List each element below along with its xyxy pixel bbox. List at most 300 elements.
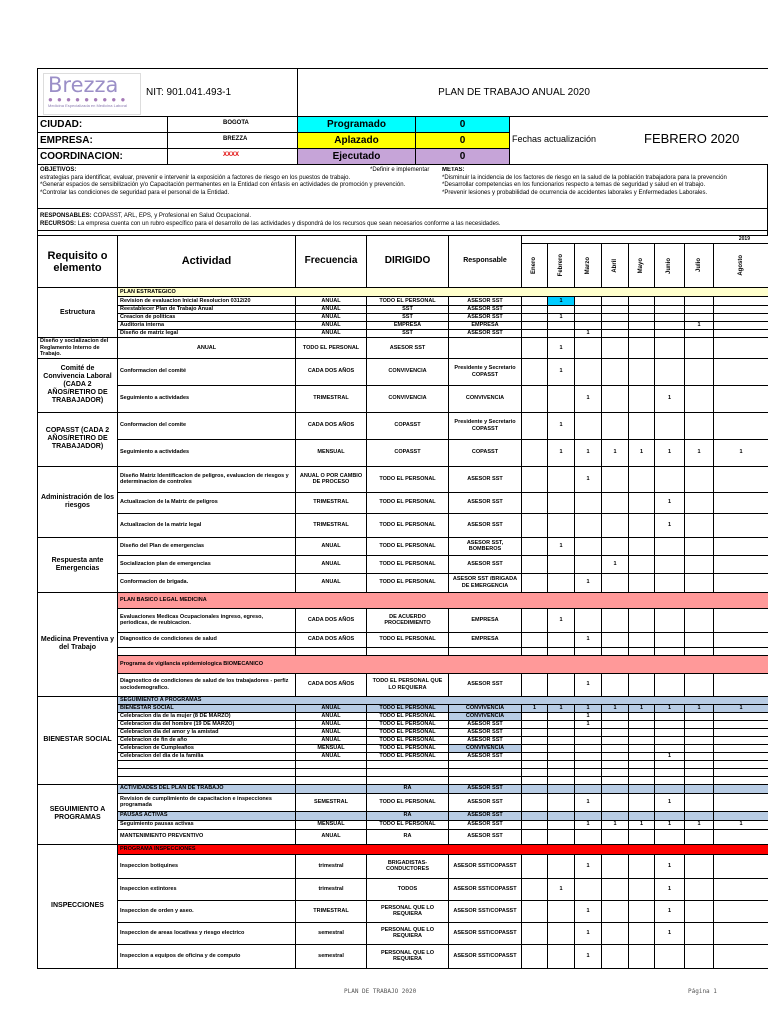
month-cell — [575, 768, 602, 776]
month-cell: 1 — [602, 704, 629, 712]
month-cell — [548, 736, 575, 744]
month-cell — [575, 829, 602, 844]
month-cell: 1 — [602, 555, 629, 573]
month-cell — [685, 306, 714, 314]
actividad-cell: Evaluaciones Medicas Ocupacionales ingreso, egreso, periodicas, de reubicacion. — [118, 608, 296, 632]
month-cell — [522, 385, 548, 412]
footer-left: PLAN DE TRABAJO 2020 — [344, 988, 417, 995]
month-cell: 1 — [655, 878, 685, 900]
activities-table — [37, 235, 768, 969]
month-cell — [655, 338, 685, 359]
responsable-cell — [449, 760, 522, 768]
frecuencia-cell: MENSUAL — [296, 744, 367, 752]
month-cell: 1 — [548, 338, 575, 359]
month-cell — [714, 793, 768, 811]
month-cell — [548, 385, 575, 412]
month-cell — [575, 744, 602, 752]
dirigido-cell: SST — [367, 314, 449, 322]
month-header — [575, 244, 602, 288]
frecuencia-cell: ANUAL — [296, 537, 367, 555]
month-cell: 1 — [575, 673, 602, 696]
responsable-cell: ASESOR SST/COPASST — [449, 878, 522, 900]
month-label: Abril — [611, 258, 618, 273]
month-header — [714, 244, 768, 288]
actividad-cell: Diseño del Plan de emergencias — [118, 537, 296, 555]
responsable-cell: ASESOR SST — [449, 728, 522, 736]
month-cell — [629, 752, 655, 760]
month-header — [655, 244, 685, 288]
month-cell — [629, 314, 655, 322]
month-cell — [548, 944, 575, 968]
month-label: Enero — [531, 256, 538, 274]
responsable-cell: COPASST — [449, 439, 522, 466]
objetivos-line-3: *Controlar las condiciones de seguridad para el personal de la Entidad. — [40, 189, 230, 196]
dirigido-cell: BRIGADISTAS-CONDUCTORES — [367, 854, 449, 878]
month-cell — [602, 492, 629, 513]
month-cell — [602, 811, 629, 820]
actividad-cell: Inspeccion a equipos de oficina y de computo — [118, 944, 296, 968]
actividad-cell: Conformacion del comité — [118, 358, 296, 385]
month-cell — [629, 466, 655, 492]
dirigido-cell: TODO EL PERSONAL — [367, 297, 449, 306]
month-cell — [655, 744, 685, 752]
month-cell — [655, 768, 685, 776]
month-cell — [522, 768, 548, 776]
table-row — [38, 712, 768, 720]
col-responsable: Responsable — [449, 236, 522, 288]
requisito-cell: INSPECCIONES — [38, 844, 118, 968]
month-cell — [522, 322, 548, 330]
frecuencia-cell: ANUAL — [296, 728, 367, 736]
table-row — [38, 704, 768, 712]
month-cell — [522, 811, 548, 820]
month-cell: 1 — [575, 385, 602, 412]
table-row — [38, 555, 768, 573]
month-cell — [522, 338, 548, 359]
table-row — [38, 744, 768, 752]
dirigido-cell: TODO EL PERSONAL — [367, 555, 449, 573]
programado-label: Programado — [298, 117, 416, 133]
month-cell: 1 — [575, 573, 602, 592]
month-cell: 1 — [575, 330, 602, 338]
month-cell — [548, 513, 575, 537]
month-cell — [714, 513, 768, 537]
month-cell — [602, 712, 629, 720]
month-label: Marzo — [584, 256, 591, 275]
month-cell — [629, 322, 655, 330]
requisito-cell: COPASST (CADA 2 AÑOS/RETIRO DE TRABAJADOR) — [38, 412, 118, 466]
month-cell — [685, 537, 714, 555]
month-cell — [714, 878, 768, 900]
month-cell — [522, 412, 548, 439]
actividad-cell: Conformacion del comite — [118, 412, 296, 439]
month-label: Junio — [666, 257, 673, 274]
frecuencia-cell: ANUAL — [296, 314, 367, 322]
month-cell — [629, 776, 655, 784]
ciudad-value: BOGOTA — [223, 120, 249, 126]
dirigido-cell: TODO EL PERSONAL — [367, 793, 449, 811]
frecuencia-cell: ANUAL — [118, 338, 296, 359]
section-header: PLAN BASICO LEGAL MEDICINA — [118, 592, 768, 608]
recursos-text: La empresa cuenta con un rubro específico para el desarrollo de las actividades y dispondrá de los recursos que sean necesarios conforme a las necesidades. — [76, 220, 501, 227]
month-cell — [548, 829, 575, 844]
actividad-cell: BIENESTAR SOCIAL — [118, 704, 296, 712]
month-cell — [629, 297, 655, 306]
month-cell — [685, 338, 714, 359]
month-header — [548, 244, 575, 288]
month-cell — [629, 330, 655, 338]
dirigido-cell: PERSONAL QUE LO REQUIERA — [367, 944, 449, 968]
month-cell — [575, 752, 602, 760]
month-cell — [522, 439, 548, 466]
month-cell — [602, 944, 629, 968]
frecuencia-cell — [296, 811, 367, 820]
month-cell — [548, 793, 575, 811]
month-cell — [655, 322, 685, 330]
month-cell — [548, 647, 575, 655]
table-row — [38, 297, 768, 306]
month-cell — [575, 314, 602, 322]
responsable-cell: Presidente y Secretario COPASST — [449, 412, 522, 439]
month-cell: 1 — [655, 900, 685, 922]
month-cell: 1 — [575, 793, 602, 811]
requisito-cell: Administración de los riesgos — [38, 466, 118, 537]
table-row — [38, 793, 768, 811]
month-cell — [575, 513, 602, 537]
month-cell — [602, 385, 629, 412]
objetivos-line-2: *Generar espacios de sensibilización y/o Capacitación permanentes en la Entidad con énfasis en actividades de promoción y prevención. — [40, 182, 406, 188]
responsable-cell: ASESOR SST — [449, 720, 522, 728]
month-cell — [629, 673, 655, 696]
month-cell — [522, 744, 548, 752]
table-row — [38, 878, 768, 900]
table-row — [38, 900, 768, 922]
table-row — [38, 784, 768, 793]
objetivos-metas — [37, 165, 768, 209]
table-row — [38, 608, 768, 632]
requisito-cell: Medicina Preventiva y del Trabajo — [38, 592, 118, 696]
month-cell — [685, 412, 714, 439]
responsable-cell: ASESOR SST — [449, 306, 522, 314]
month-cell: 1 — [575, 466, 602, 492]
requisito-cell: SEGUIMIENTO A PROGRAMAS — [38, 784, 118, 844]
table-row — [38, 439, 768, 466]
coordinacion-label: COORDINACION: — [38, 149, 298, 165]
month-cell — [629, 784, 655, 793]
month-cell — [602, 728, 629, 736]
work-plan-sheet — [37, 68, 768, 969]
actividad-cell: Seguimiento pausas activas — [118, 820, 296, 829]
month-cell — [575, 492, 602, 513]
month-label: Agosto — [737, 255, 744, 276]
month-cell — [575, 412, 602, 439]
responsable-cell: ASESOR SST/COPASST — [449, 944, 522, 968]
actividad-cell: Diseño y socializacion del Reglamento Interno de Trabajo. — [38, 338, 118, 359]
month-cell — [522, 466, 548, 492]
actividad-cell: Diseño Matriz Identificacion de peligros, evaluacion de riesgos y determinacion de controles — [118, 466, 296, 492]
table-row — [38, 944, 768, 968]
table-row — [38, 647, 768, 655]
requisito-cell: Respuesta ante Emergencias — [38, 537, 118, 592]
month-cell — [629, 306, 655, 314]
frecuencia-cell: ANUAL — [296, 330, 367, 338]
month-cell — [655, 811, 685, 820]
metas-block — [442, 167, 767, 197]
footer-page: Página 1 — [688, 988, 717, 995]
month-cell — [655, 555, 685, 573]
responsable-cell: ASESOR SST — [449, 811, 522, 820]
actividad-cell: Inspeccion de areas locativas y riesgo electrico — [118, 922, 296, 944]
month-cell — [655, 712, 685, 720]
requisito-cell: Estructura — [38, 288, 118, 338]
responsable-cell: CONVIVENCIA — [449, 385, 522, 412]
month-cell: 1 — [629, 704, 655, 712]
month-cell — [602, 793, 629, 811]
month-cell — [714, 854, 768, 878]
month-cell — [714, 900, 768, 922]
month-cell — [548, 784, 575, 793]
table-row — [38, 358, 768, 385]
month-cell — [655, 784, 685, 793]
requisito-cell: Comité de Convivencia Laboral (CADA 2 AÑOS/RETIRO DE TRABAJADOR) — [38, 358, 118, 412]
month-cell — [685, 608, 714, 632]
month-cell — [548, 811, 575, 820]
fechas-cell — [510, 117, 768, 165]
col-frecuencia: Frecuencia — [296, 236, 367, 288]
table-row — [38, 922, 768, 944]
month-cell — [714, 752, 768, 760]
table-row — [38, 466, 768, 492]
month-cell — [602, 784, 629, 793]
month-cell — [548, 854, 575, 878]
table-row — [38, 768, 768, 776]
logo-dots: ● ● ● ● ● ● ● ● ● — [48, 95, 127, 104]
month-cell: 1 — [685, 820, 714, 829]
month-cell: 1 — [714, 704, 768, 712]
month-cell: 1 — [602, 439, 629, 466]
month-cell — [714, 385, 768, 412]
table-row — [38, 592, 768, 608]
month-cell — [714, 537, 768, 555]
month-cell — [602, 760, 629, 768]
month-cell: 1 — [655, 793, 685, 811]
month-cell — [522, 752, 548, 760]
month-cell — [548, 555, 575, 573]
table-row — [38, 322, 768, 330]
table-row — [38, 306, 768, 314]
month-cell — [629, 744, 655, 752]
ejecutado-value: 0 — [416, 149, 510, 165]
dirigido-cell: COPASST — [367, 412, 449, 439]
frecuencia-cell — [296, 760, 367, 768]
month-cell — [548, 752, 575, 760]
responsable-cell: CONVIVENCIA — [449, 712, 522, 720]
month-cell — [714, 811, 768, 820]
month-cell — [548, 820, 575, 829]
empresa-label: EMPRESA: — [38, 133, 298, 149]
month-cell — [714, 744, 768, 752]
table-row — [38, 854, 768, 878]
month-header — [685, 244, 714, 288]
month-cell — [685, 744, 714, 752]
actividad-cell: Socializacion plan de emergencias — [118, 555, 296, 573]
month-cell — [575, 736, 602, 744]
frecuencia-cell: ANUAL — [296, 720, 367, 728]
month-cell — [602, 854, 629, 878]
dirigido-cell: RA — [367, 829, 449, 844]
month-cell — [602, 608, 629, 632]
month-cell — [522, 537, 548, 555]
frecuencia-cell: semestral — [296, 922, 367, 944]
fechas-label: Fechas actualización — [512, 134, 597, 144]
month-cell — [714, 412, 768, 439]
month-cell — [602, 736, 629, 744]
month-cell — [714, 647, 768, 655]
actividad-cell: Inspeccion extintores — [118, 878, 296, 900]
dirigido-cell: TODO EL PERSONAL — [367, 704, 449, 712]
month-cell: 1 — [548, 314, 575, 322]
dirigido-cell: RA — [367, 811, 449, 820]
month-cell: 1 — [655, 513, 685, 537]
month-cell — [602, 466, 629, 492]
month-cell — [548, 330, 575, 338]
month-cell — [575, 555, 602, 573]
actividad-cell: Celebracion del dia de la familia — [118, 752, 296, 760]
table-row — [38, 760, 768, 768]
month-cell: 1 — [548, 439, 575, 466]
month-cell — [602, 768, 629, 776]
month-cell: 1 — [685, 322, 714, 330]
month-cell — [575, 297, 602, 306]
actividad-cell: Conformacion de brigada. — [118, 573, 296, 592]
section-header: PROGRAMA INSPECCIONES — [118, 844, 768, 854]
month-cell: 1 — [655, 385, 685, 412]
month-label: Febrero — [557, 254, 564, 277]
responsable-cell: ASESOR SST — [449, 784, 522, 793]
actividad-cell — [118, 760, 296, 768]
actividad-cell — [118, 776, 296, 784]
month-cell — [575, 306, 602, 314]
month-cell — [629, 944, 655, 968]
dirigido-cell: TODO EL PERSONAL QUE LO REQUIERA — [367, 673, 449, 696]
month-cell: 1 — [548, 704, 575, 712]
table-row — [38, 820, 768, 829]
month-cell — [629, 712, 655, 720]
dirigido-cell: COPASST — [367, 439, 449, 466]
month-header — [629, 244, 655, 288]
month-header — [602, 244, 629, 288]
actividad-cell: PAUSAS ACTIVAS — [118, 811, 296, 820]
month-cell — [685, 330, 714, 338]
month-cell — [522, 736, 548, 744]
frecuencia-cell: TRIMESTRAL — [296, 513, 367, 537]
month-cell — [522, 492, 548, 513]
month-cell: 1 — [575, 922, 602, 944]
frecuencia-cell — [296, 784, 367, 793]
metas-line-2: *Desarrollar competencias en los funcionarios respecto a temas de seguridad y salud en el trabajo. — [442, 182, 706, 188]
month-cell — [655, 776, 685, 784]
frecuencia-cell: ANUAL — [296, 306, 367, 314]
frecuencia-cell: MENSUAL — [296, 439, 367, 466]
month-cell — [602, 744, 629, 752]
month-cell — [655, 608, 685, 632]
month-cell — [522, 829, 548, 844]
month-cell: 1 — [548, 608, 575, 632]
month-cell — [655, 297, 685, 306]
month-cell — [522, 720, 548, 728]
frecuencia-cell: ANUAL — [296, 752, 367, 760]
month-cell — [629, 760, 655, 768]
frecuencia-cell: ANUAL — [296, 829, 367, 844]
month-cell: 1 — [548, 878, 575, 900]
dirigido-cell: TODO EL PERSONAL — [367, 573, 449, 592]
month-cell — [602, 922, 629, 944]
month-cell — [522, 854, 548, 878]
month-cell — [714, 922, 768, 944]
month-cell: 1 — [575, 854, 602, 878]
month-cell — [575, 776, 602, 784]
month-cell — [714, 314, 768, 322]
responsable-cell — [449, 776, 522, 784]
coordinacion-value: XXXX — [223, 152, 240, 158]
month-cell — [548, 322, 575, 330]
month-cell — [522, 760, 548, 768]
month-cell — [629, 537, 655, 555]
month-cell — [629, 358, 655, 385]
dirigido-cell: SST — [367, 330, 449, 338]
month-cell — [629, 632, 655, 647]
table-row — [38, 314, 768, 322]
nit-label: NIT: 901.041.493-1 — [146, 87, 232, 98]
frecuencia-cell: ANUAL — [296, 573, 367, 592]
table-row — [38, 537, 768, 555]
month-cell — [575, 784, 602, 793]
actividad-cell: Revision de evaluacion Inicial Resolucion 0312/20 — [118, 297, 296, 306]
month-cell: 1 — [655, 854, 685, 878]
month-cell: 1 — [575, 704, 602, 712]
month-cell — [714, 330, 768, 338]
dirigido-cell: TODO EL PERSONAL — [367, 736, 449, 744]
month-cell — [522, 900, 548, 922]
month-cell — [548, 922, 575, 944]
dirigido-cell: PERSONAL QUE LO REQUIERA — [367, 922, 449, 944]
month-cell: 1 — [575, 944, 602, 968]
month-cell: 1 — [575, 820, 602, 829]
dirigido-cell: TODO EL PERSONAL — [367, 466, 449, 492]
table-row — [38, 752, 768, 760]
month-cell — [685, 784, 714, 793]
actividad-cell: Celebracion de fin de año — [118, 736, 296, 744]
month-cell — [575, 608, 602, 632]
month-cell — [575, 728, 602, 736]
month-cell — [629, 720, 655, 728]
month-cell — [655, 720, 685, 728]
month-cell — [655, 314, 685, 322]
month-cell: 1 — [575, 712, 602, 720]
dirigido-cell: EMPRESA — [367, 322, 449, 330]
responsable-cell — [449, 768, 522, 776]
dirigido-cell — [367, 647, 449, 655]
frecuencia-cell: CADA DOS AÑOS — [296, 608, 367, 632]
month-cell — [602, 573, 629, 592]
month-cell — [629, 555, 655, 573]
month-cell: 1 — [575, 632, 602, 647]
month-cell: 1 — [602, 820, 629, 829]
month-cell — [655, 330, 685, 338]
month-cell — [522, 878, 548, 900]
month-cell — [522, 673, 548, 696]
month-cell — [575, 338, 602, 359]
